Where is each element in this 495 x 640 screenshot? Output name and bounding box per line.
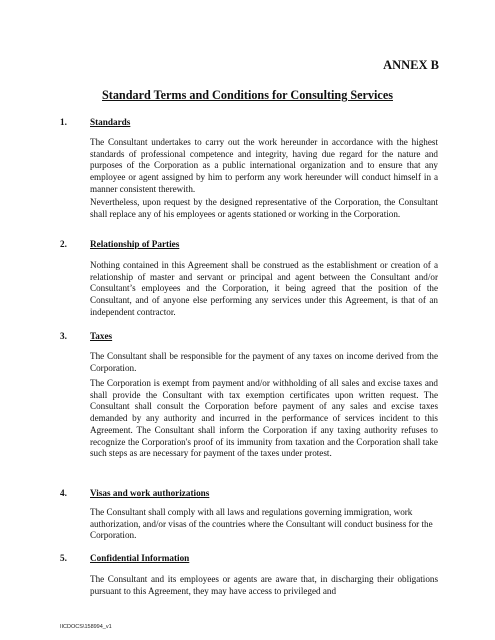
section-title: Taxes (90, 331, 113, 341)
section-title: Standards (90, 117, 131, 127)
section-1-paragraph-2: Nevertheless, upon request by the designed representative of the Corporation, the Consultant shall replace any of his employees or agents stationed or working in the Corporation. (90, 197, 438, 219)
section-2-paragraph-1: Nothing contained in this Agreement shall be construed as the establishment or creation of a relationship of master and servant or principal and agent between the Consultant and/or Consultant’s employees and the Corporation, it being agreed that the position of the Consultant, and of anyone else performing any services under this Agreement, is that of an independent contractor. (90, 260, 438, 317)
section-4-paragraph-1: The Consultant shall comply with all laws and regulations governing immigration, work authorization, and/or visas of the countries where the Consultant will conduct business for the Corporation. (90, 507, 433, 541)
section-5-paragraph-1: The Consultant and its employees or agents are aware that, in discharging their obligations pursuant to this Agreement, they may have access to privileged and (90, 574, 438, 596)
section-3-paragraph-1: The Consultant shall be responsible for the payment of any taxes on income derived from the Corporation. (90, 351, 438, 373)
section-number: 2. (60, 239, 67, 249)
section-1-heading (60, 117, 130, 127)
section-number: 1. (60, 117, 67, 127)
document-title: Standard Terms and Conditions for Consulting Services (102, 88, 393, 102)
section-2-heading (60, 239, 179, 249)
section-number: 4. (60, 488, 67, 498)
document-id-footer: IICDOCS\158994_v1 (60, 624, 112, 630)
section-1-paragraph-1: The Consultant undertakes to carry out the work hereunder in accordance with the highest standards of professional competence and integrity, having due regard for the nature and purposes of the Corporation as a public international organization and to ensure that any employee or agent assigned by him to perform any work hereunder will conduct himself in a manner consistent therewith. (90, 137, 438, 194)
section-3-paragraph-2: The Corporation is exempt from payment and/or withholding of all sales and excise taxes and shall provide the Consultant with tax exemption certificates upon written request. The Consultant shall consult the Corporation before payment of any sales and excise taxes demanded by any authority and incurred in the performance of services incident to this Agreement. The Consultant shall inform the Corporation if any taxing authority refuses to recognize the Corporation's proof of its immunity from taxation and the Corporation shall take such steps as are necessary for payment of the taxes under protest. (90, 378, 438, 459)
section-title: Confidential Information (90, 553, 190, 563)
annex-label: ANNEX B (383, 58, 439, 72)
section-5-heading (60, 553, 189, 563)
section-3-heading (60, 331, 112, 341)
section-number: 3. (60, 331, 67, 341)
section-title: Visas and work authorizations (90, 488, 210, 498)
section-4-heading (60, 488, 209, 498)
section-number: 5. (60, 553, 67, 563)
section-title: Relationship of Parties (90, 239, 180, 249)
